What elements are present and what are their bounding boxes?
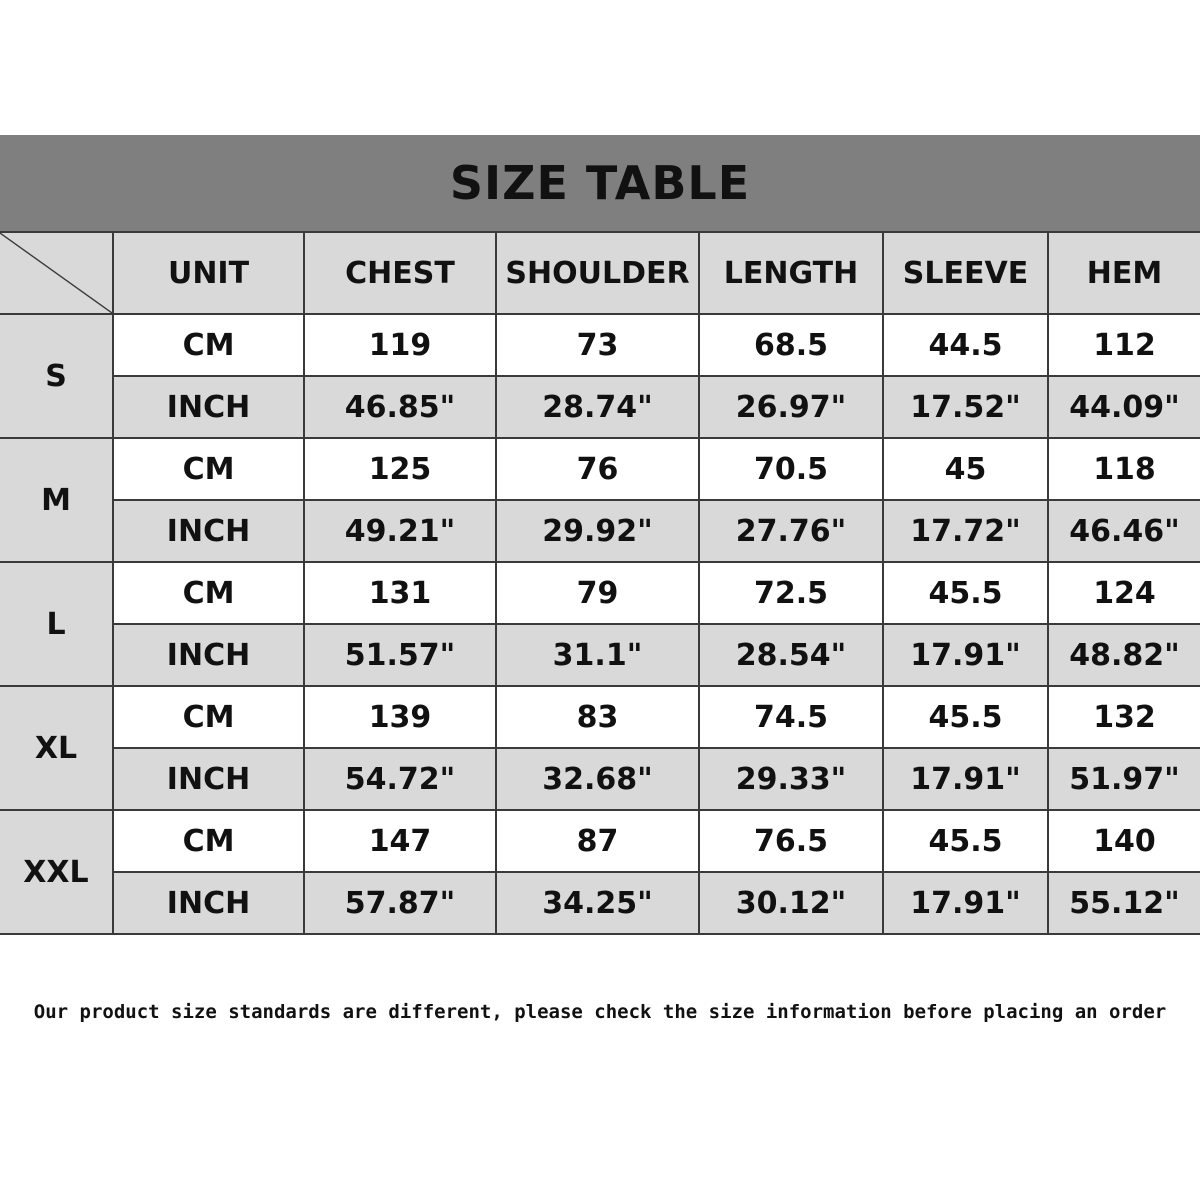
chest-value: 119: [304, 314, 496, 376]
table-row: [0, 872, 1200, 934]
length-value: 68.5: [699, 314, 883, 376]
column-header-chest: CHEST: [304, 232, 496, 314]
table-body: [0, 314, 1200, 934]
length-value: 72.5: [699, 562, 883, 624]
size-label: XL: [0, 686, 113, 810]
table-row: [0, 810, 1200, 872]
shoulder-value: 79: [496, 562, 699, 624]
column-header-sleeve: SLEEVE: [883, 232, 1048, 314]
chest-value: 139: [304, 686, 496, 748]
chest-value: 57.87": [304, 872, 496, 934]
hem-value: 46.46": [1048, 500, 1200, 562]
sleeve-value: 17.52": [883, 376, 1048, 438]
length-value: 70.5: [699, 438, 883, 500]
header-row: [0, 232, 1200, 314]
table-row: [0, 376, 1200, 438]
sleeve-value: 17.91": [883, 748, 1048, 810]
unit-cell: CM: [113, 562, 304, 624]
shoulder-value: 28.74": [496, 376, 699, 438]
length-value: 76.5: [699, 810, 883, 872]
unit-cell: INCH: [113, 624, 304, 686]
sleeve-value: 44.5: [883, 314, 1048, 376]
length-value: 26.97": [699, 376, 883, 438]
chest-value: 125: [304, 438, 496, 500]
shoulder-value: 76: [496, 438, 699, 500]
length-value: 29.33": [699, 748, 883, 810]
hem-value: 112: [1048, 314, 1200, 376]
table-row: [0, 438, 1200, 500]
title-bar: [0, 135, 1200, 231]
hem-value: 118: [1048, 438, 1200, 500]
hem-value: 140: [1048, 810, 1200, 872]
shoulder-value: 73: [496, 314, 699, 376]
sleeve-value: 17.91": [883, 624, 1048, 686]
diagonal-divider-icon: [0, 233, 112, 313]
unit-cell: CM: [113, 810, 304, 872]
table-row: [0, 748, 1200, 810]
column-header-length: LENGTH: [699, 232, 883, 314]
length-value: 74.5: [699, 686, 883, 748]
table-row: [0, 314, 1200, 376]
unit-cell: INCH: [113, 748, 304, 810]
length-value: 27.76": [699, 500, 883, 562]
unit-cell: INCH: [113, 500, 304, 562]
table-row: [0, 500, 1200, 562]
chest-value: 51.57": [304, 624, 496, 686]
size-label: XXL: [0, 810, 113, 934]
size-table: [0, 231, 1200, 935]
chest-value: 131: [304, 562, 496, 624]
table-row: [0, 624, 1200, 686]
unit-cell: CM: [113, 686, 304, 748]
hem-value: 51.97": [1048, 748, 1200, 810]
hem-value: 48.82": [1048, 624, 1200, 686]
length-value: 28.54": [699, 624, 883, 686]
column-header-shoulder: SHOULDER: [496, 232, 699, 314]
sleeve-value: 45.5: [883, 686, 1048, 748]
sleeve-value: 45.5: [883, 810, 1048, 872]
size-label: M: [0, 438, 113, 562]
chest-value: 54.72": [304, 748, 496, 810]
shoulder-value: 29.92": [496, 500, 699, 562]
hem-value: 55.12": [1048, 872, 1200, 934]
size-note: Our product size standards are different, please check the size information before placing an order: [33, 1001, 1167, 1023]
chest-value: 46.85": [304, 376, 496, 438]
shoulder-value: 87: [496, 810, 699, 872]
sleeve-value: 45: [883, 438, 1048, 500]
size-label: S: [0, 314, 113, 438]
unit-cell: INCH: [113, 872, 304, 934]
table-row: [0, 562, 1200, 624]
hem-value: 124: [1048, 562, 1200, 624]
size-label: L: [0, 562, 113, 686]
hem-value: 132: [1048, 686, 1200, 748]
unit-cell: INCH: [113, 376, 304, 438]
shoulder-value: 34.25": [496, 872, 699, 934]
shoulder-value: 31.1": [496, 624, 699, 686]
sleeve-value: 17.91": [883, 872, 1048, 934]
sleeve-value: 45.5: [883, 562, 1048, 624]
length-value: 30.12": [699, 872, 883, 934]
page-title: SIZE TABLE: [449, 156, 751, 210]
column-header-hem: HEM: [1048, 232, 1200, 314]
shoulder-value: 83: [496, 686, 699, 748]
hem-value: 44.09": [1048, 376, 1200, 438]
unit-cell: CM: [113, 314, 304, 376]
corner-cell: [0, 232, 113, 314]
sleeve-value: 17.72": [883, 500, 1048, 562]
table-row: [0, 686, 1200, 748]
chest-value: 49.21": [304, 500, 496, 562]
chest-value: 147: [304, 810, 496, 872]
unit-cell: CM: [113, 438, 304, 500]
shoulder-value: 32.68": [496, 748, 699, 810]
column-header-unit: UNIT: [113, 232, 304, 314]
